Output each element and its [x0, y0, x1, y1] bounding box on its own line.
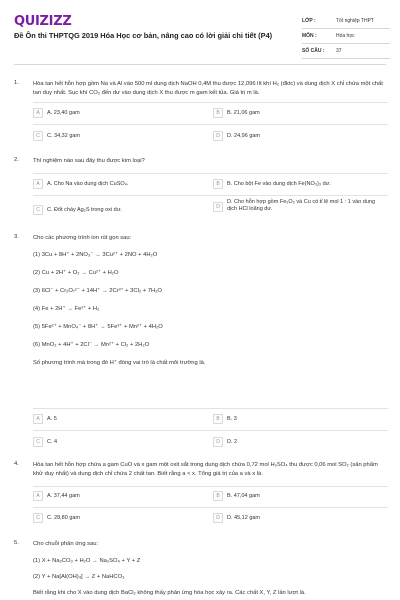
- meta-value: Hóa học: [336, 33, 355, 39]
- option-letter: D: [213, 437, 223, 447]
- reaction-line: (6) MnO₂ + 4H⁺ + 2Cl⁻ → Mn²⁺ + Cl₂ + 2H₂O: [33, 342, 150, 348]
- option-letter: B: [213, 179, 223, 189]
- option-a[interactable]: [33, 177, 128, 191]
- option-letter: D: [213, 131, 223, 141]
- option-a[interactable]: [33, 106, 80, 120]
- option-text: C. 4: [47, 438, 58, 445]
- option-text: B. Cho bột Fe vào dung dịch Fe(NO₃)₃ dư.: [227, 180, 331, 187]
- option-b[interactable]: [213, 489, 260, 503]
- option-b[interactable]: [213, 106, 260, 120]
- option-divider: [33, 102, 388, 103]
- option-text: C. 28,80 gam: [47, 514, 81, 521]
- quizizz-logo: QUIZIZZ: [14, 14, 72, 29]
- option-c[interactable]: [33, 203, 122, 217]
- option-text: D. 2: [227, 438, 238, 445]
- option-text: D. 45,12 gam: [227, 514, 261, 521]
- option-text: B. 3: [227, 415, 237, 422]
- option-text: D. Cho hỗn hợp gồm Fe₂O₃ và Cu có tỉ lệ mol 1 : 1 vào dung dịch HCl loãng dư.: [227, 199, 376, 212]
- worksheet-header: [0, 0, 400, 70]
- question-number: 3.: [14, 234, 19, 240]
- option-divider: [33, 486, 388, 487]
- worksheet-title: Đề Ôn thi THPTQG 2019 Hóa Học cơ bản, nâng cao có lời giải chi tiết (P4): [14, 31, 273, 40]
- question-number: 5.: [14, 540, 19, 546]
- option-text: C. Đốt cháy Ag₂S trong oxi dư.: [47, 206, 122, 213]
- question-text: Cho các phương trình ion rút gọn sau:: [33, 235, 132, 241]
- option-d[interactable]: [213, 511, 260, 525]
- reaction-line: (2) Cu + 2H⁺ + O₂ → Cu²⁺ + H₂O: [33, 270, 119, 276]
- reaction-line: (1) 3Cu + 8H⁺ + 2NO₃⁻ → 3Cu²⁺ + 2NO + 4H₂O: [33, 252, 158, 258]
- option-a[interactable]: [33, 412, 57, 426]
- option-letter: B: [213, 414, 223, 424]
- option-d[interactable]: [213, 435, 237, 449]
- meta-key: SỐ CÂU :: [302, 48, 325, 54]
- option-letter: A: [33, 491, 43, 501]
- option-letter: A: [33, 108, 43, 118]
- option-letter: C: [33, 205, 43, 215]
- option-divider: [33, 195, 388, 196]
- option-letter: C: [33, 131, 43, 141]
- option-b[interactable]: [213, 177, 331, 191]
- meta-row-class: [302, 14, 390, 29]
- meta-key: LỚP :: [302, 18, 316, 24]
- option-text: A. 23,40 gam: [47, 109, 80, 116]
- question-number: 2.: [14, 157, 19, 163]
- reaction-line: (4) Fe + 2H⁺ → Fe²⁺ + H₂: [33, 306, 100, 312]
- meta-key: MÔN :: [302, 33, 317, 39]
- question-text: Hòa tan hết hỗn hợp gồm Na và Al vào 500 ml dung dịch NaOH 0,4M thu được 12,096 lít khí H₂ (đktc) và dung dịch X chỉ chứa một chất tan duy nhất. Sục khí CO₂ đến dư vào dung dịch X thu được m gam kết tủa. Giá trị m là.: [33, 81, 383, 96]
- option-c[interactable]: [33, 511, 80, 525]
- question-text: Thí nghiệm nào sau đây thu được kim loại?: [33, 158, 145, 164]
- option-divider: [33, 507, 388, 508]
- question-text: Cho chuỗi phản ứng sau:: [33, 541, 99, 547]
- question-4: [14, 461, 386, 479]
- meta-row-count: [302, 44, 390, 59]
- option-c[interactable]: [33, 129, 80, 143]
- option-a[interactable]: [33, 489, 80, 503]
- question-2: [14, 157, 386, 166]
- question-tail-text: Số phương trình mà trong đó H⁺ đóng vai trò là chất môi trường là.: [33, 360, 206, 366]
- option-letter: C: [33, 513, 43, 523]
- option-text: A. 5: [47, 415, 57, 422]
- question-number: 1.: [14, 80, 19, 86]
- meta-value: Tốt nghiệp THPT: [336, 18, 374, 24]
- option-text: A. 37,44 gam: [47, 492, 80, 499]
- question-tail-text: Biết rằng khi cho X vào dung dịch BaCl₂ không thấy phản ứng hóa học xảy ra. Các chất X, Y, Z lần lượt là.: [33, 590, 306, 596]
- option-letter: A: [33, 179, 43, 189]
- option-divider: [33, 430, 388, 431]
- reaction-line: (3) 6Cl⁻ + Cr₂O₇²⁻ + 14H⁺ → 2Cr³⁺ + 3Cl₂ + 7H₂O: [33, 288, 162, 294]
- option-c[interactable]: [33, 435, 57, 449]
- option-text: B. 47,04 gam: [227, 492, 260, 499]
- option-divider: [33, 408, 388, 409]
- meta-row-subject: [302, 29, 390, 44]
- question-3: [14, 234, 386, 367]
- header-divider: [14, 64, 386, 65]
- reaction-line: (2) Y + Na[Al(OH)₄] → Z + NaHCO₃: [33, 574, 125, 580]
- option-d[interactable]: [213, 199, 385, 221]
- option-d[interactable]: [213, 129, 260, 143]
- option-letter: D: [213, 513, 223, 523]
- option-letter: B: [213, 491, 223, 501]
- option-divider: [33, 173, 388, 174]
- reaction-line: (1) X + Na₂CO₃ + H₂O → Na₂SO₄ + Y + Z: [33, 558, 141, 564]
- option-text: C. 34,32 gam: [47, 132, 81, 139]
- option-letter: C: [33, 437, 43, 447]
- option-letter: D: [213, 202, 223, 212]
- question-number: 4.: [14, 461, 19, 467]
- meta-value: 37: [336, 48, 342, 54]
- option-b[interactable]: [213, 412, 237, 426]
- option-divider: [33, 124, 388, 125]
- question-1: [14, 80, 386, 98]
- option-letter: B: [213, 108, 223, 118]
- meta-table: [302, 14, 390, 59]
- question-text: Hòa tan hết hỗn hợp chứa a gam CuO và x gam một oxit sắt trong dung dịch chứa 0,72 mol H₂SO₄ thu được 0,06 mol SO₂ (sản phẩm khử duy nhất) và dung dịch chỉ chứa 2 chất tan. Biết rằng a < x. Tổng giá trị của a và x là.: [33, 462, 378, 477]
- option-text: D. 24,96 gam: [227, 132, 261, 139]
- option-text: A. Cho Na vào dung dịch CuSO₄.: [47, 180, 129, 187]
- option-text: B. 21,06 gam: [227, 109, 260, 116]
- question-5: [14, 540, 386, 597]
- option-letter: A: [33, 414, 43, 424]
- reaction-line: (5) 5Fe²⁺ + MnO₄⁻ + 8H⁺ → 5Fe³⁺ + Mn²⁺ + 4H₂O: [33, 324, 163, 330]
